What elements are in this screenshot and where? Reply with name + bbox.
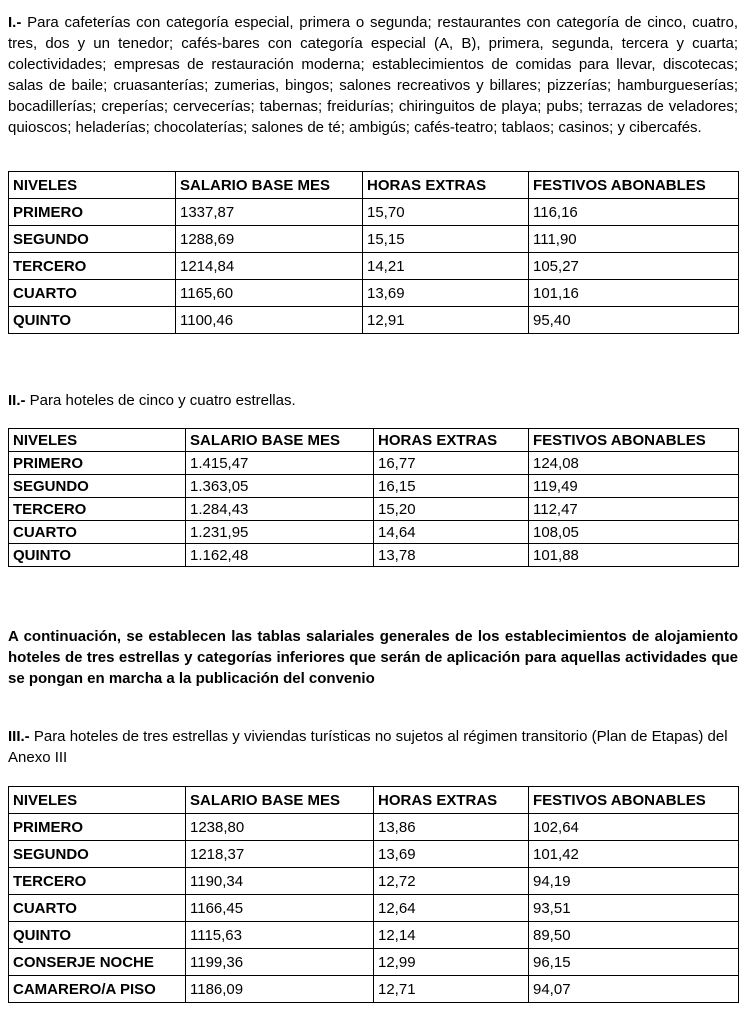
column-header: FESTIVOS ABONABLES <box>529 429 739 452</box>
column-header: NIVELES <box>9 172 176 199</box>
value-cell: 14,64 <box>374 521 529 544</box>
level-cell: PRIMERO <box>9 814 186 841</box>
table-row <box>9 253 739 280</box>
level-cell: QUINTO <box>9 307 176 334</box>
value-cell: 12,72 <box>374 868 529 895</box>
value-cell: 12,99 <box>374 949 529 976</box>
value-cell: 16,77 <box>374 452 529 475</box>
table-row <box>9 452 739 475</box>
section-i-paragraph <box>8 12 738 138</box>
level-cell: TERCERO <box>9 498 186 521</box>
value-cell: 14,21 <box>363 253 529 280</box>
salary-table-hotels-3-stars <box>8 786 739 1003</box>
value-cell: 124,08 <box>529 452 739 475</box>
header-row <box>9 429 739 452</box>
section-iii-heading <box>8 726 738 768</box>
section-iii-text: Para hoteles de tres estrellas y viviendas turísticas no sujetos al régimen transitorio (Plan de Etapas) del Anexo III <box>8 728 728 766</box>
value-cell: 1199,36 <box>186 949 374 976</box>
value-cell: 1.284,43 <box>186 498 374 521</box>
level-cell: QUINTO <box>9 922 186 949</box>
value-cell: 12,71 <box>374 976 529 1003</box>
column-header: SALARIO BASE MES <box>186 787 374 814</box>
table-row <box>9 949 739 976</box>
value-cell: 101,88 <box>529 544 739 567</box>
value-cell: 111,90 <box>529 226 739 253</box>
value-cell: 12,91 <box>363 307 529 334</box>
value-cell: 13,78 <box>374 544 529 567</box>
level-cell: TERCERO <box>9 868 186 895</box>
section-i-text: Para cafeterías con categoría especial, primera o segunda; restaurantes con categoría de cinco, cuatro, tres, dos y un tenedor; cafés-bares con categoría especial (A, B), primera, segunda, tercera y cuarta; colectividades; empresas de restauración moderna; establecimientos de comidas para llevar, discotecas; salas de baile; cruasanterías; zumerias, bingos; salones recreativos y billares; pizzerías; hamburgueserías; bocadillerías; creperías; cervecerías; tabernas; freidurías; chiringuitos de playa; pubs; terrazas de veladores; quioscos; heladerías; chocolaterías; salones de té; ambigús; cafés-teatro; tablaos; casinos; y cibercafés. <box>8 14 738 136</box>
value-cell: 112,47 <box>529 498 739 521</box>
value-cell: 105,27 <box>529 253 739 280</box>
value-cell: 13,69 <box>374 841 529 868</box>
section-iii-number: III.- <box>8 728 30 745</box>
column-header: NIVELES <box>9 787 186 814</box>
value-cell: 94,19 <box>529 868 739 895</box>
level-cell: TERCERO <box>9 253 176 280</box>
value-cell: 1238,80 <box>186 814 374 841</box>
value-cell: 101,16 <box>529 280 739 307</box>
table-row <box>9 226 739 253</box>
value-cell: 1165,60 <box>176 280 363 307</box>
value-cell: 1288,69 <box>176 226 363 253</box>
value-cell: 1115,63 <box>186 922 374 949</box>
value-cell: 102,64 <box>529 814 739 841</box>
level-cell: CUARTO <box>9 280 176 307</box>
table-row <box>9 521 739 544</box>
column-header: NIVELES <box>9 429 186 452</box>
value-cell: 13,69 <box>363 280 529 307</box>
value-cell: 16,15 <box>374 475 529 498</box>
value-cell: 1214,84 <box>176 253 363 280</box>
value-cell: 116,16 <box>529 199 739 226</box>
section-i-number: I.- <box>8 14 22 31</box>
value-cell: 119,49 <box>529 475 739 498</box>
value-cell: 1.363,05 <box>186 475 374 498</box>
level-cell: CAMARERO/A PISO <box>9 976 186 1003</box>
salary-table-hotels-5-4-stars <box>8 428 739 567</box>
level-cell: CUARTO <box>9 895 186 922</box>
value-cell: 13,86 <box>374 814 529 841</box>
column-header: FESTIVOS ABONABLES <box>529 787 739 814</box>
value-cell: 1166,45 <box>186 895 374 922</box>
level-cell: CONSERJE NOCHE <box>9 949 186 976</box>
level-cell: CUARTO <box>9 521 186 544</box>
value-cell: 12,64 <box>374 895 529 922</box>
table-row <box>9 976 739 1003</box>
value-cell: 12,14 <box>374 922 529 949</box>
level-cell: SEGUNDO <box>9 841 186 868</box>
header-row <box>9 787 739 814</box>
column-header: HORAS EXTRAS <box>363 172 529 199</box>
table-row <box>9 868 739 895</box>
value-cell: 1337,87 <box>176 199 363 226</box>
value-cell: 15,70 <box>363 199 529 226</box>
value-cell: 95,40 <box>529 307 739 334</box>
general-note-paragraph: A continuación, se establecen las tablas salariales generales de los establecimientos de alojamiento hoteles de tres estrellas y categorías inferiores que serán de aplicación para aquellas actividades que se pongan en marcha a la publicación del convenio <box>8 628 738 687</box>
header-row <box>9 172 739 199</box>
value-cell: 1186,09 <box>186 976 374 1003</box>
level-cell: SEGUNDO <box>9 475 186 498</box>
value-cell: 108,05 <box>529 521 739 544</box>
value-cell: 15,20 <box>374 498 529 521</box>
table-row <box>9 307 739 334</box>
level-cell: QUINTO <box>9 544 186 567</box>
section-ii-number: II.- <box>8 392 26 409</box>
value-cell: 1.415,47 <box>186 452 374 475</box>
value-cell: 89,50 <box>529 922 739 949</box>
column-header: FESTIVOS ABONABLES <box>529 172 739 199</box>
column-header: SALARIO BASE MES <box>186 429 374 452</box>
section-ii-heading <box>8 390 738 411</box>
table-row <box>9 814 739 841</box>
value-cell: 94,07 <box>529 976 739 1003</box>
table-row <box>9 895 739 922</box>
column-header: HORAS EXTRAS <box>374 787 529 814</box>
section-ii-text: Para hoteles de cinco y cuatro estrellas. <box>29 392 296 409</box>
value-cell: 1100,46 <box>176 307 363 334</box>
table-row <box>9 841 739 868</box>
table-row <box>9 475 739 498</box>
table-row <box>9 922 739 949</box>
column-header: HORAS EXTRAS <box>374 429 529 452</box>
column-header: SALARIO BASE MES <box>176 172 363 199</box>
value-cell: 1.231,95 <box>186 521 374 544</box>
value-cell: 1.162,48 <box>186 544 374 567</box>
table-row <box>9 498 739 521</box>
salary-table-restaurants <box>8 171 739 334</box>
level-cell: PRIMERO <box>9 452 186 475</box>
value-cell: 101,42 <box>529 841 739 868</box>
value-cell: 93,51 <box>529 895 739 922</box>
level-cell: SEGUNDO <box>9 226 176 253</box>
table-row <box>9 544 739 567</box>
level-cell: PRIMERO <box>9 199 176 226</box>
value-cell: 15,15 <box>363 226 529 253</box>
value-cell: 96,15 <box>529 949 739 976</box>
table-row <box>9 280 739 307</box>
value-cell: 1218,37 <box>186 841 374 868</box>
table-row <box>9 199 739 226</box>
value-cell: 1190,34 <box>186 868 374 895</box>
